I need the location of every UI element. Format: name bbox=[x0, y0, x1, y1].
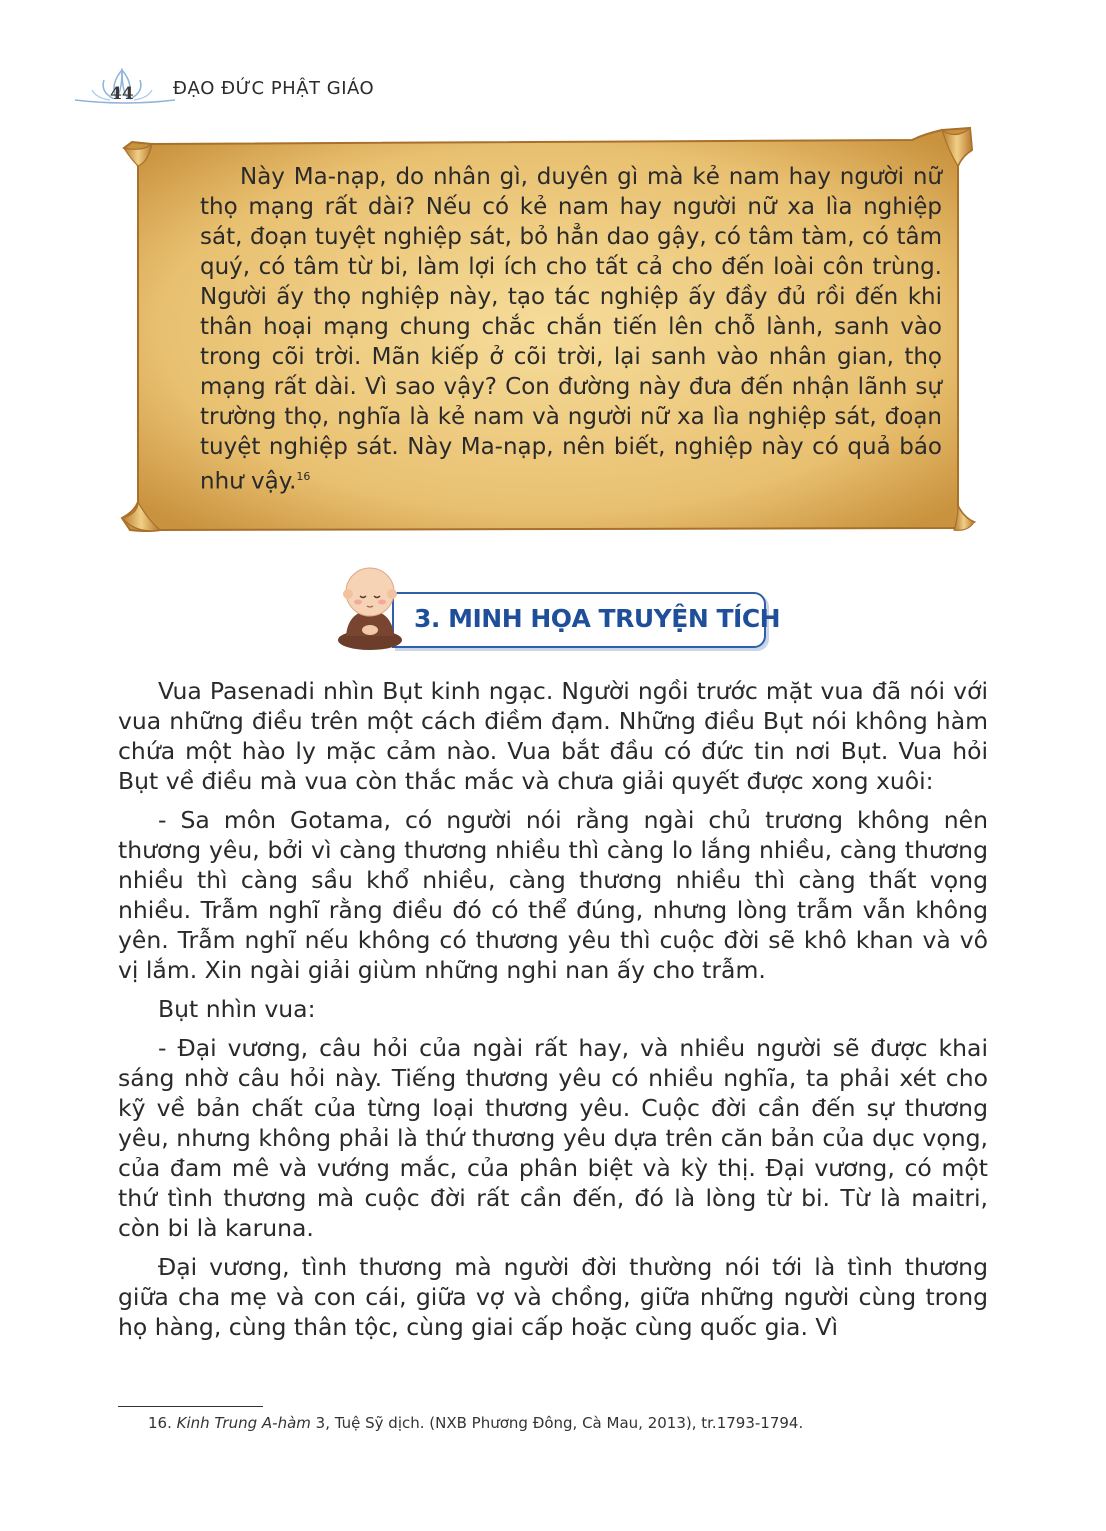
footnote-number: 16. bbox=[148, 1414, 172, 1432]
footnote-title: Kinh Trung A-hàm bbox=[176, 1414, 311, 1432]
paragraph: Vua Pasenadi nhìn Bụt kinh ngạc. Người ngồi trước mặt vua đã nói với vua những điều trên một cách điềm đạm. Những điều Bụt nói không hàm chứa một hào ly mặc cảm nào. Vua bắt đầu có đức tin nơi Bụt. Vua hỏi Bụt về điều mà vua còn thắc mắc và chưa giải quyết được xong xuôi: bbox=[118, 677, 988, 795]
story-body bbox=[118, 676, 988, 1351]
footnote-detail: 3, Tuệ Sỹ dịch. (NXB Phương Đông, Cà Mau, 2013), tr.1793-1794. bbox=[310, 1414, 804, 1432]
footnote-divider bbox=[118, 1406, 263, 1407]
footnote-reference: 16 bbox=[296, 470, 311, 483]
page-number: 44 bbox=[110, 84, 134, 104]
heading-box bbox=[392, 592, 781, 648]
paragraph: - Sa môn Gotama, có người nói rằng ngài chủ trương không nên thương yêu, bởi vì càng thương nhiều thì càng lo lắng nhiều, càng thương nhiều thì càng sầu khổ nhiều, càng thương nhiều thì càng thất vọng nhiều. Trẫm nghĩ rằng điều đó có thể đúng, nhưng lòng trẫm vẫn không yên. Trẫm nghĩ nếu không có thương yêu thì cuộc đời sẽ khô khan và vô vị lắm. Xin ngài giải giùm những nghi nan ấy cho trẫm. bbox=[118, 806, 988, 984]
monk-illustration-icon bbox=[330, 562, 414, 652]
quote-scroll bbox=[112, 126, 982, 536]
footnote bbox=[148, 1414, 803, 1432]
section-heading bbox=[330, 562, 781, 652]
section-title: 3. MINH HỌA TRUYỆN TÍCH bbox=[414, 604, 781, 633]
page-header bbox=[70, 62, 400, 112]
paragraph: Đại vương, tình thương mà người đời thường nói tới là tình thương giữa cha mẹ và con cái, giữa vợ và chồng, giữa những người cùng trong họ hàng, cùng thân tộc, cùng giai cấp hoặc cùng quốc gia. Vì bbox=[118, 1253, 988, 1341]
quote-text bbox=[200, 162, 942, 497]
book-title: ĐẠO ĐỨC PHẬT GIÁO bbox=[173, 78, 375, 99]
paragraph: - Đại vương, câu hỏi của ngài rất hay, và nhiều người sẽ được khai sáng nhờ câu hỏi này. Tiếng thương yêu có nhiều nghĩa, ta phải xét cho kỹ về bản chất của từng loại thương yêu. Cuộc đời cần đến sự thương yêu, nhưng không phải là thứ thương yêu dựa trên căn bản của dục vọng, của đam mê và vướng mắc, của phân biệt và kỳ thị. Đại vương, có một thứ tình thương mà cuộc đời rất cần đến, đó là lòng từ bi. Từ là maitri, còn bi là karuna. bbox=[118, 1034, 988, 1242]
quote-body: Này Ma-nạp, do nhân gì, duyên gì mà kẻ nam hay người nữ thọ mạng rất dài? Nếu có kẻ nam hay người nữ xa lìa nghiệp sát, đoạn tuyệt nghiệp sát, bỏ hẳn dao gậy, có tâm tàm, có tâm quý, có tâm từ bi, làm lợi ích cho tất cả cho đến loài côn trùng. Người ấy thọ nghiệp này, tạo tác nghiệp ấy đầy đủ rồi đến khi thân hoại mạng chung chắc chắn tiến lên chỗ lành, sanh vào trong cõi trời. Mãn kiếp ở cõi trời, lại sanh vào nhân gian, thọ mạng rất dài. Vì sao vậy? Con đường này đưa đến nhận lãnh sự trường thọ, nghĩa là kẻ nam và người nữ xa lìa nghiệp sát, đoạn tuyệt nghiệp sát. Này Ma-nạp, nên biết, nghiệp này có quả báo như vậy. bbox=[200, 164, 942, 495]
paragraph: Bụt nhìn vua: bbox=[158, 995, 316, 1023]
